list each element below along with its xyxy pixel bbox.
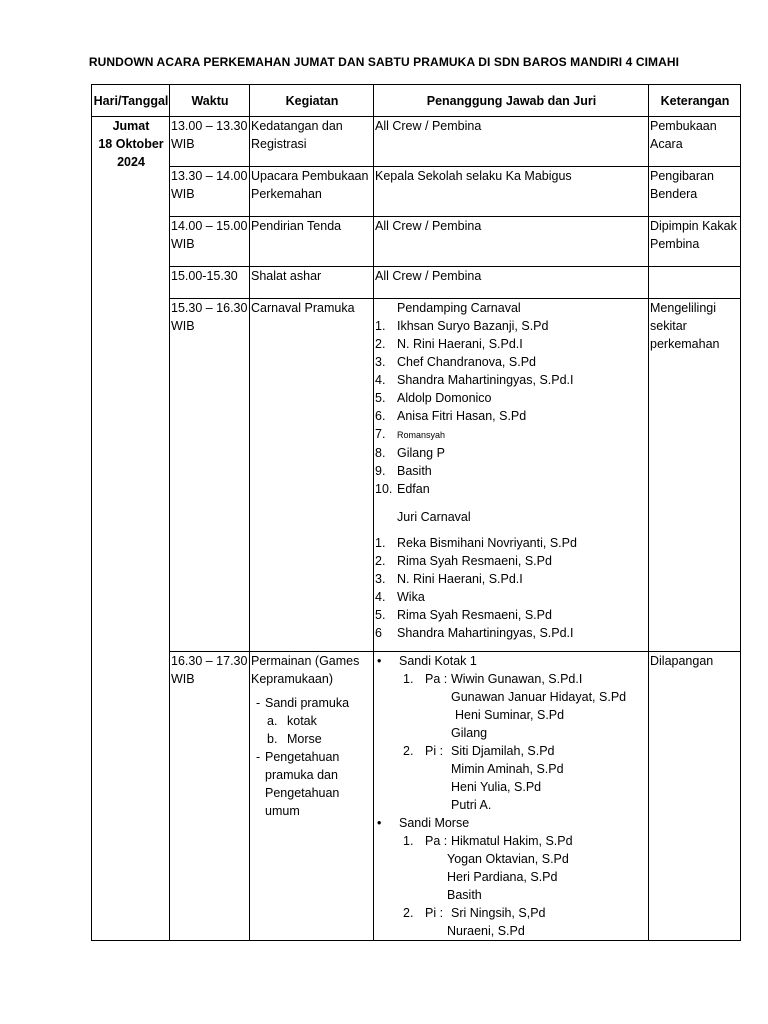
list-item: Basith — [447, 888, 482, 902]
list-item: Gilang — [451, 726, 488, 740]
table-row — [92, 117, 741, 167]
kotak-pa-group: 1. Pa : Wiwin Gunawan, S.Pd.I — [403, 672, 583, 686]
pic-cell-games — [374, 652, 649, 941]
list-item: 5. Rima Syah Resmaeni, S.Pd — [375, 608, 552, 622]
list-item: 2. Rima Syah Resmaeni, S.Pd — [375, 554, 552, 568]
day-year: 2024 — [117, 155, 145, 169]
time-cell: 16.30 – 17.30 WIB — [170, 652, 250, 941]
list-item: a. kotak — [267, 714, 317, 728]
table-row-games — [92, 652, 741, 941]
list-item: Heni Yulia, S.Pd — [451, 780, 542, 794]
table-row — [92, 167, 741, 217]
pic-cell-carnaval — [374, 299, 649, 652]
table-row — [92, 267, 741, 299]
list-item: 7. Romansyah — [375, 427, 446, 441]
juri-title: Juri Carnaval — [397, 510, 471, 524]
header-hari-tanggal: Hari/Tanggal — [92, 85, 170, 117]
list-item: Mimin Aminah, S.Pd — [451, 762, 564, 776]
pic-cell: All Crew / Pembina — [374, 117, 649, 167]
header-waktu: Waktu — [170, 85, 250, 117]
activity-cell: Upacara Pembukaan Perkemahan — [250, 167, 374, 217]
list-item: 4. Wika — [375, 590, 425, 604]
day-name: Jumat — [112, 119, 150, 133]
activity-cell-games — [250, 652, 374, 941]
header-keterangan: Keterangan — [649, 85, 741, 117]
time-cell: 15.00-15.30 — [170, 267, 250, 299]
note-cell: Pembukaan Acara — [649, 117, 741, 167]
kotak-pi-group: 2. Pi : Siti Djamilah, S.Pd — [403, 744, 555, 758]
games-list — [251, 694, 373, 820]
list-item: 2. N. Rini Haerani, S.Pd.I — [375, 337, 523, 351]
pic-cell: All Crew / Pembina — [374, 267, 649, 299]
time-cell: 13.30 – 14.00 WIB — [170, 167, 250, 217]
list-item: 6. Anisa Fitri Hasan, S.Pd — [375, 409, 527, 423]
activity-cell: Pendirian Tenda — [250, 217, 374, 267]
header-penanggung-jawab: Penanggung Jawab dan Juri — [374, 85, 649, 117]
sandi-kotak-heading: • Sandi Kotak 1 — [377, 654, 477, 668]
note-cell — [649, 267, 741, 299]
activity-cell: Shalat ashar — [250, 267, 374, 299]
list-item: 5. Aldolp Domonico — [375, 391, 492, 405]
day-date: 18 Oktober — [98, 137, 164, 151]
list-item: 1. Ikhsan Suryo Bazanji, S.Pd — [375, 319, 549, 333]
list-item: Yogan Oktavian, S.Pd — [447, 852, 569, 866]
note-cell: Dilapangan — [649, 652, 741, 941]
list-item: - Pengetahuan pramuka dan Pengetahuan umum — [256, 750, 340, 818]
time-cell: 15.30 – 16.30 WIB — [170, 299, 250, 652]
list-item: 6 Shandra Mahartiningyas, S.Pd.I — [375, 626, 574, 640]
list-item: Heri Pardiana, S.Pd — [447, 870, 558, 884]
list-item: - Sandi pramuka a. kotak b. Morse — [251, 694, 373, 748]
note-cell: Pengibaran Bendera — [649, 167, 741, 217]
sandi-morse-heading: • Sandi Morse — [377, 816, 470, 830]
note-cell: Mengelilingi sekitar perkemahan — [649, 299, 741, 652]
list-item: 1. Reka Bismihani Novriyanti, S.Pd — [375, 536, 577, 550]
pic-cell: All Crew / Pembina — [374, 217, 649, 267]
activity-cell: Carnaval Pramuka — [250, 299, 374, 652]
day-cell — [92, 117, 170, 941]
list-item: 9. Basith — [375, 464, 432, 478]
list-item: 4. Shandra Mahartiningyas, S.Pd.I — [375, 373, 574, 387]
list-item: 10. Edfan — [375, 482, 430, 496]
sandi-sub-list — [265, 712, 373, 748]
header-kegiatan: Kegiatan — [250, 85, 374, 117]
table-row — [92, 217, 741, 267]
document-title: RUNDOWN ACARA PERKEMAHAN JUMAT DAN SABTU PRAMUKA DI SDN BAROS MANDIRI 4 CIMAHI — [88, 55, 680, 69]
juri-list — [375, 534, 648, 642]
time-cell: 14.00 – 15.00 WIB — [170, 217, 250, 267]
list-item: Nuraeni, S.Pd — [447, 924, 525, 938]
note-cell: Dipimpin Kakak Pembina — [649, 217, 741, 267]
list-item: 3. Chef Chandranova, S.Pd — [375, 355, 536, 369]
games-title: Permainan (Games Kepramukaan) — [251, 654, 360, 686]
pic-cell: Kepala Sekolah selaku Ka Mabigus — [374, 167, 649, 217]
morse-pi-group: 2. Pi : Sri Ningsih, S,Pd — [403, 906, 546, 920]
activity-cell: Kedatangan dan Registrasi — [250, 117, 374, 167]
list-item: Heni Suminar, S.Pd — [455, 708, 565, 722]
list-item: 8. Gilang P — [375, 446, 445, 460]
pendamping-list — [375, 317, 648, 498]
morse-pa-group: 1. Pa : Hikmatul Hakim, S.Pd — [403, 834, 573, 848]
time-cell: 13.00 – 13.30 WIB — [170, 117, 250, 167]
rundown-table — [91, 84, 741, 941]
list-item: Gunawan Januar Hidayat, S.Pd — [451, 690, 627, 704]
table-header-row — [92, 85, 741, 117]
list-item: Putri A. — [451, 798, 492, 812]
list-item: b. Morse — [267, 732, 322, 746]
pendamping-title: Pendamping Carnaval — [397, 301, 521, 315]
list-item: 3. N. Rini Haerani, S.Pd.I — [375, 572, 523, 586]
table-row-carnaval — [92, 299, 741, 652]
